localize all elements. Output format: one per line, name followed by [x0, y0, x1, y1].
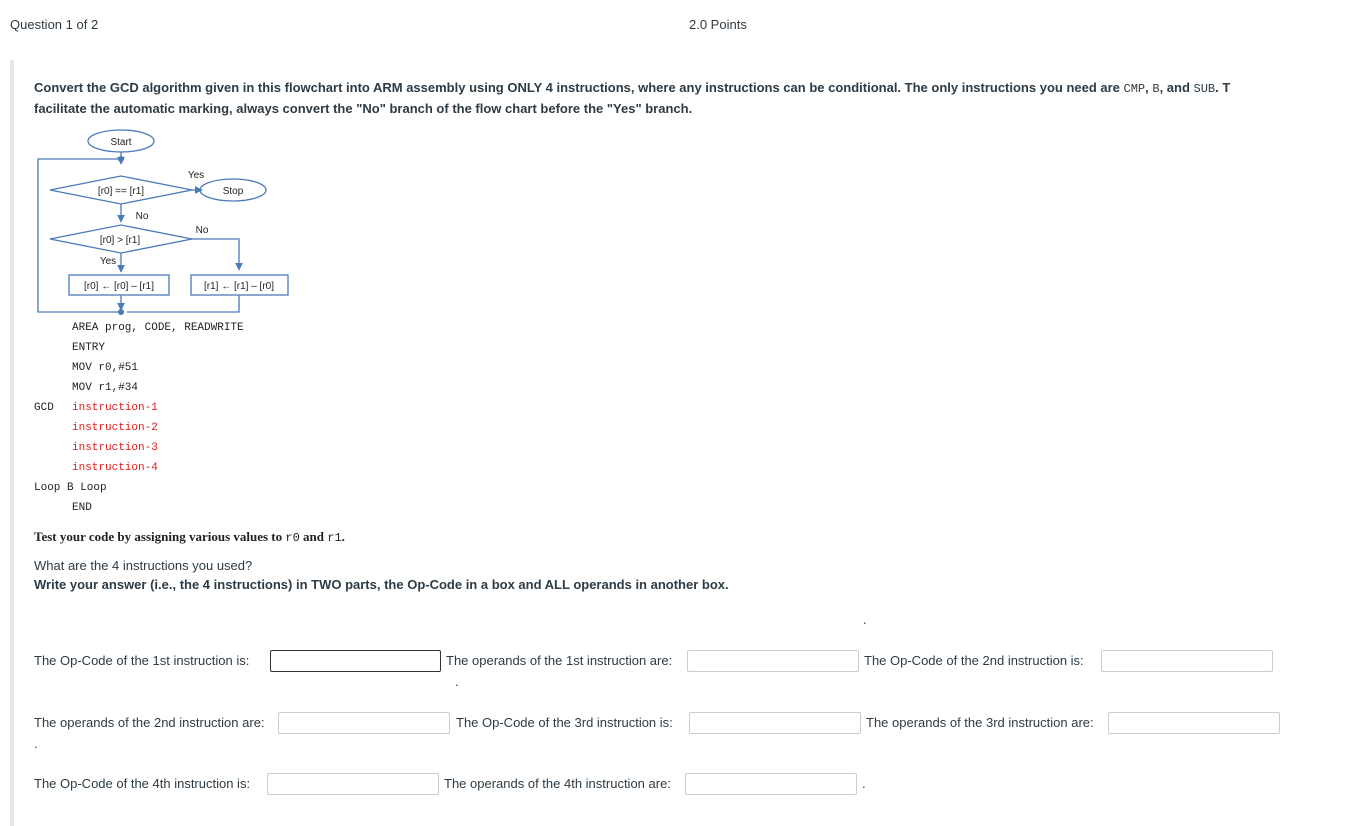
op4-input[interactable]	[267, 773, 439, 795]
cmp-keyword: CMP	[1123, 82, 1146, 96]
op2-input[interactable]	[1101, 650, 1273, 672]
end-period: .	[862, 776, 866, 791]
code-instruction-4: instruction-4	[72, 462, 158, 474]
separator-period: .	[455, 674, 459, 689]
code-instruction-2: instruction-2	[72, 422, 158, 434]
code-instruction-1: instruction-1	[72, 402, 158, 414]
code-line-mov-r1: MOV r1,#34	[72, 382, 139, 394]
answer-prompt	[34, 556, 729, 594]
code-label-gcd: GCD	[34, 402, 54, 414]
flow-yes2-label: Yes	[99, 256, 117, 267]
code-instruction-3: instruction-3	[72, 442, 158, 454]
sub-keyword: SUB	[1193, 82, 1216, 96]
code-line-end: END	[72, 502, 92, 514]
flow-cond2-label: [r0] > [r1]	[99, 235, 141, 246]
code-line-entry: ENTRY	[72, 342, 106, 354]
answer-question: What are the 4 instructions you used?	[34, 558, 253, 573]
gcd-flowchart	[32, 126, 302, 316]
opr1-input[interactable]	[687, 650, 859, 672]
question-instructions: Convert the GCD algorithm given in this flowchart into ARM assembly using ONLY 4 instructions, where any instructions can be conditional. The only instructions you need are CMP, B, and SUB. T facilitate the automatic marking, always convert the "No" branch of the flow chart before the "Yes" branch.	[34, 80, 1231, 116]
opr4-label: The operands of the 4th instruction are:	[444, 776, 671, 791]
separator-period: .	[863, 612, 867, 627]
op1-label: The Op-Code of the 1st instruction is:	[34, 653, 250, 668]
flow-cond1-label: [r0] == [r1]	[97, 186, 145, 197]
assembly-code	[34, 318, 244, 518]
opr3-label: The operands of the 3rd instruction are:	[866, 715, 1094, 730]
code-line-loop: Loop B Loop	[34, 482, 107, 494]
op1-input[interactable]	[270, 650, 441, 672]
opr4-input[interactable]	[685, 773, 857, 795]
code-line-area: AREA prog, CODE, READWRITE	[72, 322, 244, 334]
test-hint: Test your code by assigning various values to r0 and r1.	[34, 529, 345, 545]
opr3-input[interactable]	[1108, 712, 1280, 734]
flow-no2-label: No	[195, 225, 209, 236]
op3-label: The Op-Code of the 3rd instruction is:	[456, 715, 673, 730]
question-header	[0, 0, 1354, 48]
flow-no1-label: No	[135, 211, 149, 222]
code-line-mov-r0: MOV r0,#51	[72, 362, 139, 374]
question-points: 2.0 Points	[689, 17, 747, 32]
b-keyword: B	[1152, 82, 1160, 96]
opr2-label: The operands of the 2nd instruction are:	[34, 715, 265, 730]
flow-stop-label: Stop	[222, 186, 244, 197]
op2-label: The Op-Code of the 2nd instruction is:	[864, 653, 1084, 668]
flow-yes1-label: Yes	[187, 170, 205, 181]
answer-format-note: Write your answer (i.e., the 4 instructions) in TWO parts, the Op-Code in a box and ALL operands in another box.	[34, 577, 729, 592]
flow-start-label: Start	[110, 137, 132, 148]
opr1-label: The operands of the 1st instruction are:	[446, 653, 673, 668]
separator-period: .	[34, 736, 38, 751]
flow-box-right-label: [r1] ← [r1] – [r0]	[203, 281, 275, 292]
opr2-input[interactable]	[278, 712, 450, 734]
op3-input[interactable]	[689, 712, 861, 734]
question-number: Question 1 of 2	[10, 17, 99, 32]
op4-label: The Op-Code of the 4th instruction is:	[34, 776, 251, 791]
flow-box-left-label: [r0] ← [r0] – [r1]	[83, 281, 155, 292]
